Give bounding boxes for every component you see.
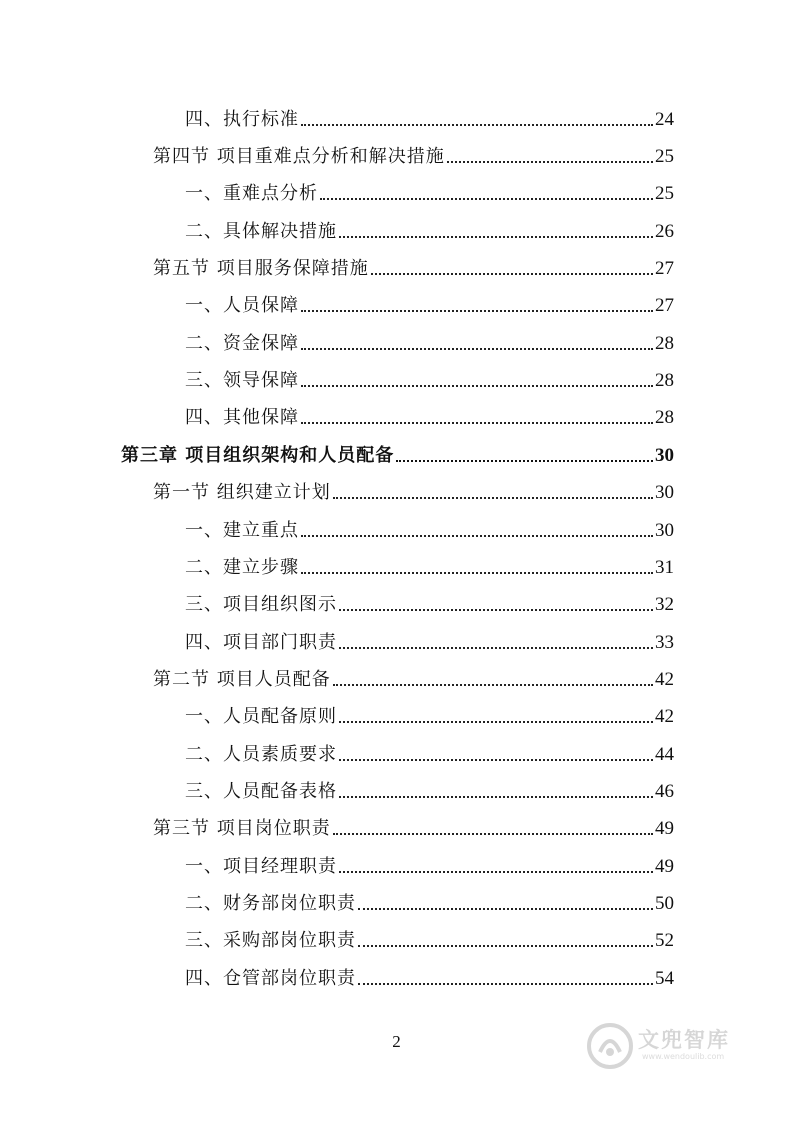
dot-leader bbox=[339, 608, 653, 611]
dot-leader bbox=[301, 384, 653, 387]
toc-entry-title: 第五节 项目服务保障措施 bbox=[153, 258, 369, 279]
toc-entry-title: 第四节 项目重难点分析和解决措施 bbox=[153, 146, 445, 167]
toc-entry-title: 三、人员配备表格 bbox=[185, 781, 337, 802]
dot-leader bbox=[358, 907, 653, 910]
toc-entry-page: 28 bbox=[655, 333, 674, 354]
toc-entry-title: 二、财务部岗位职责 bbox=[185, 893, 356, 914]
toc-entry-page: 27 bbox=[655, 258, 674, 279]
toc-entry-title: 一、建立重点 bbox=[185, 520, 299, 541]
toc-entry-page: 42 bbox=[655, 706, 674, 727]
toc-entry-page: 26 bbox=[655, 221, 674, 242]
toc-entry-title: 第三节 项目岗位职责 bbox=[153, 818, 331, 839]
toc-entry-title: 一、人员保障 bbox=[185, 295, 299, 316]
toc-entry-page: 52 bbox=[655, 930, 674, 951]
toc-entry[interactable] bbox=[185, 512, 674, 542]
dot-leader bbox=[396, 459, 653, 462]
toc-entry-title: 二、建立步骤 bbox=[185, 557, 299, 578]
toc-entry[interactable] bbox=[153, 138, 674, 168]
watermark bbox=[586, 1018, 756, 1074]
toc-entry[interactable] bbox=[153, 250, 674, 280]
dot-leader bbox=[301, 347, 653, 350]
dot-leader bbox=[301, 421, 653, 424]
toc-entry-page: 27 bbox=[655, 295, 674, 316]
toc-entry[interactable] bbox=[153, 661, 674, 691]
toc-entry-page: 28 bbox=[655, 407, 674, 428]
toc-entry-title: 四、项目部门职责 bbox=[185, 632, 337, 653]
toc-entry-title: 第二节 项目人员配备 bbox=[153, 669, 331, 690]
toc-entry-page: 44 bbox=[655, 744, 674, 765]
toc-entry[interactable] bbox=[185, 624, 674, 654]
toc-entry[interactable] bbox=[185, 885, 674, 915]
toc-entry-title: 三、项目组织图示 bbox=[185, 594, 337, 615]
toc-entry[interactable] bbox=[185, 549, 674, 579]
dot-leader bbox=[339, 758, 653, 761]
dot-leader bbox=[333, 496, 653, 499]
dot-leader bbox=[358, 982, 653, 985]
dot-leader bbox=[301, 534, 653, 537]
toc-entry-page: 54 bbox=[655, 968, 674, 989]
toc-entry-page: 32 bbox=[655, 594, 674, 615]
toc-entry[interactable] bbox=[185, 698, 674, 728]
dot-leader bbox=[371, 272, 653, 275]
dot-leader bbox=[301, 309, 653, 312]
toc-entry-page: 30 bbox=[655, 520, 674, 541]
toc-entry[interactable] bbox=[185, 586, 674, 616]
toc-entry-page: 49 bbox=[655, 818, 674, 839]
toc-entry-title: 二、人员素质要求 bbox=[185, 744, 337, 765]
dot-leader bbox=[301, 571, 653, 574]
dot-leader bbox=[333, 832, 653, 835]
toc-chapter-entry[interactable] bbox=[121, 437, 674, 467]
toc-entry[interactable] bbox=[185, 399, 674, 429]
dot-leader bbox=[339, 870, 653, 873]
toc-entry[interactable] bbox=[185, 287, 674, 317]
toc-entry-page: 30 bbox=[655, 482, 674, 503]
toc-entry[interactable] bbox=[185, 213, 674, 243]
toc-entry[interactable] bbox=[185, 773, 674, 803]
toc-entry-title: 四、仓管部岗位职责 bbox=[185, 968, 356, 989]
dot-leader bbox=[339, 720, 653, 723]
toc-entry-page: 42 bbox=[655, 669, 674, 690]
toc-entry[interactable] bbox=[185, 922, 674, 952]
dot-leader bbox=[339, 646, 653, 649]
dot-leader bbox=[320, 197, 653, 200]
toc-entry-title: 第三章 项目组织架构和人员配备 bbox=[121, 445, 395, 466]
toc-entry-page: 50 bbox=[655, 893, 674, 914]
toc-entry[interactable] bbox=[185, 960, 674, 990]
watermark-brand: 文兜智库 bbox=[638, 1028, 730, 1052]
toc-entry-page: 33 bbox=[655, 632, 674, 653]
dot-leader bbox=[301, 123, 653, 126]
toc-entry[interactable] bbox=[185, 362, 674, 392]
toc-entry-page: 25 bbox=[655, 183, 674, 204]
toc-entry-title: 一、人员配备原则 bbox=[185, 706, 337, 727]
toc-entry[interactable] bbox=[185, 101, 674, 131]
toc-entry-page: 31 bbox=[655, 557, 674, 578]
toc-entry-title: 四、其他保障 bbox=[185, 407, 299, 428]
watermark-logo-icon bbox=[586, 1022, 634, 1070]
toc-entry[interactable] bbox=[185, 325, 674, 355]
dot-leader bbox=[333, 683, 653, 686]
toc-entry-page: 24 bbox=[655, 109, 674, 130]
toc-entry-title: 一、项目经理职责 bbox=[185, 856, 337, 877]
watermark-url: www.wendoulib.com bbox=[642, 1052, 725, 1061]
toc-entry-page: 49 bbox=[655, 856, 674, 877]
toc-entry-page: 25 bbox=[655, 146, 674, 167]
toc-entry[interactable] bbox=[153, 810, 674, 840]
toc-entry-title: 二、资金保障 bbox=[185, 333, 299, 354]
dot-leader bbox=[447, 160, 653, 163]
toc-entry[interactable] bbox=[185, 175, 674, 205]
dot-leader bbox=[358, 944, 653, 947]
dot-leader bbox=[339, 235, 653, 238]
toc-entry-title: 二、具体解决措施 bbox=[185, 221, 337, 242]
dot-leader bbox=[339, 795, 653, 798]
toc-entry-page: 30 bbox=[655, 445, 674, 466]
toc-entry-page: 46 bbox=[655, 781, 674, 802]
page-number: 2 bbox=[392, 1032, 401, 1051]
toc-entry-title: 一、重难点分析 bbox=[185, 183, 318, 204]
toc-entry-title: 三、领导保障 bbox=[185, 370, 299, 391]
toc-entry[interactable] bbox=[185, 736, 674, 766]
toc-entry[interactable] bbox=[153, 474, 674, 504]
toc-entry[interactable] bbox=[185, 848, 674, 878]
toc-entry-title: 三、采购部岗位职责 bbox=[185, 930, 356, 951]
toc-entry-title: 第一节 组织建立计划 bbox=[153, 482, 331, 503]
toc-entry-page: 28 bbox=[655, 370, 674, 391]
toc-entry-title: 四、执行标准 bbox=[185, 109, 299, 130]
